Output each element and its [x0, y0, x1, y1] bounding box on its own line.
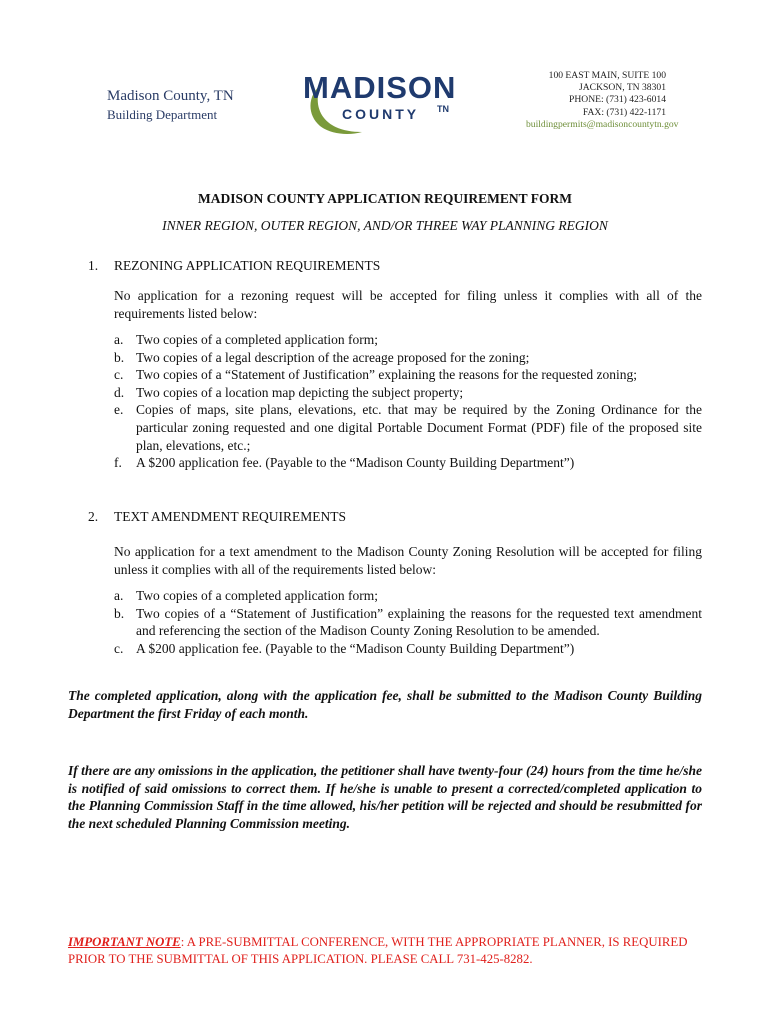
list-item: f. A $200 application fee. (Payable to the “Madison County Building Department”): [114, 455, 575, 471]
section-2-heading: [88, 508, 346, 525]
submission-note: The completed application, along with the application fee, shall be submitted to the Madison County Building Department the first Friday of each month.: [68, 688, 702, 721]
section-2-intro: No application for a text amendment to the Madison County Zoning Resolution will be accepted for filing unless it complies with all of the requirements listed below:: [114, 544, 702, 577]
list-item: b. Two copies of a legal description of the acreage proposed for the zoning;: [114, 349, 530, 365]
logo-wordmark-tn: TN: [437, 104, 449, 114]
list-item: e. Copies of maps, site plans, elevations, etc. that may be required by the Zoning Ordinance for the particular zoning requested and one digital Portable Document Format (PDF) file of the proposed site plan, elevations, etc.;: [114, 402, 702, 453]
email-link[interactable]: buildingpermits@madisoncountytn.gov: [526, 118, 679, 130]
phone-line: PHONE: (731) 423-6014: [569, 94, 666, 106]
logo-wordmark-county: COUNTY: [342, 106, 420, 122]
madison-county-logo: [300, 70, 460, 138]
list-item: b. Two copies of a “Statement of Justification” explaining the reasons for the requested text amendment and referencing the section of the Madison County Zoning Resolution to be amended.: [114, 605, 702, 639]
section-2-title: TEXT AMENDMENT REQUIREMENTS: [114, 509, 346, 524]
omissions-note: If there are any omissions in the application, the petitioner shall have twenty-four (24) hours from the time he/she is notified of said omissions to correct them. If he/she is unable to present a corrected/completed application to the Planning Commission Staff in the time allowed, his/her petition will be rejected and should be resubmitted for the next scheduled Planning Commission meeting.: [68, 763, 702, 831]
section-1-number: 1.: [88, 258, 99, 273]
list-item: a. Two copies of a completed application form;: [114, 332, 378, 347]
fax-line: FAX: (731) 422-1171: [582, 106, 666, 118]
section-1-title: REZONING APPLICATION REQUIREMENTS: [114, 258, 381, 273]
important-note-lead: IMPORTANT NOTE: [68, 935, 181, 949]
list-item: a. Two copies of a completed application form;: [114, 588, 378, 603]
list-item: c. A $200 application fee. (Payable to the “Madison County Building Department”): [114, 640, 575, 656]
section-1-list: [114, 331, 702, 472]
list-item: d. Two copies of a location map depicting the subject property;: [114, 384, 464, 400]
section-2-list: [114, 587, 702, 657]
important-note-text: : A PRE-SUBMITTAL CONFERENCE, WITH THE APPROPRIATE PLANNER, IS REQUIRED PRIOR TO THE SUBMITTAL OF THIS APPLICATION. PLEASE CALL 731-425-8282.: [68, 935, 688, 966]
address-line-1: 100 EAST MAIN, SUITE 100: [548, 70, 666, 81]
department-line-county: Madison County, TN: [107, 88, 234, 104]
address-line-2: JACKSON, TN 38301: [579, 82, 666, 94]
document-subtitle: INNER REGION, OUTER REGION, AND/OR THREE WAY PLANNING REGION: [162, 218, 608, 233]
department-name-block: [107, 87, 234, 123]
section-2-number: 2.: [88, 509, 99, 524]
contact-block: [526, 70, 679, 131]
department-line-building: Building Department: [107, 107, 218, 122]
logo-wordmark-madison: MADISON: [303, 70, 457, 105]
section-1-heading: [88, 257, 380, 274]
list-item: c. Two copies of a “Statement of Justification” explaining the reasons for the requested zoning;: [114, 367, 638, 383]
document-title: MADISON COUNTY APPLICATION REQUIREMENT FORM: [197, 191, 573, 206]
important-note: [68, 934, 708, 968]
section-1-intro: No application for a rezoning request will be accepted for filing unless it complies with all of the requirements listed below:: [114, 288, 702, 321]
